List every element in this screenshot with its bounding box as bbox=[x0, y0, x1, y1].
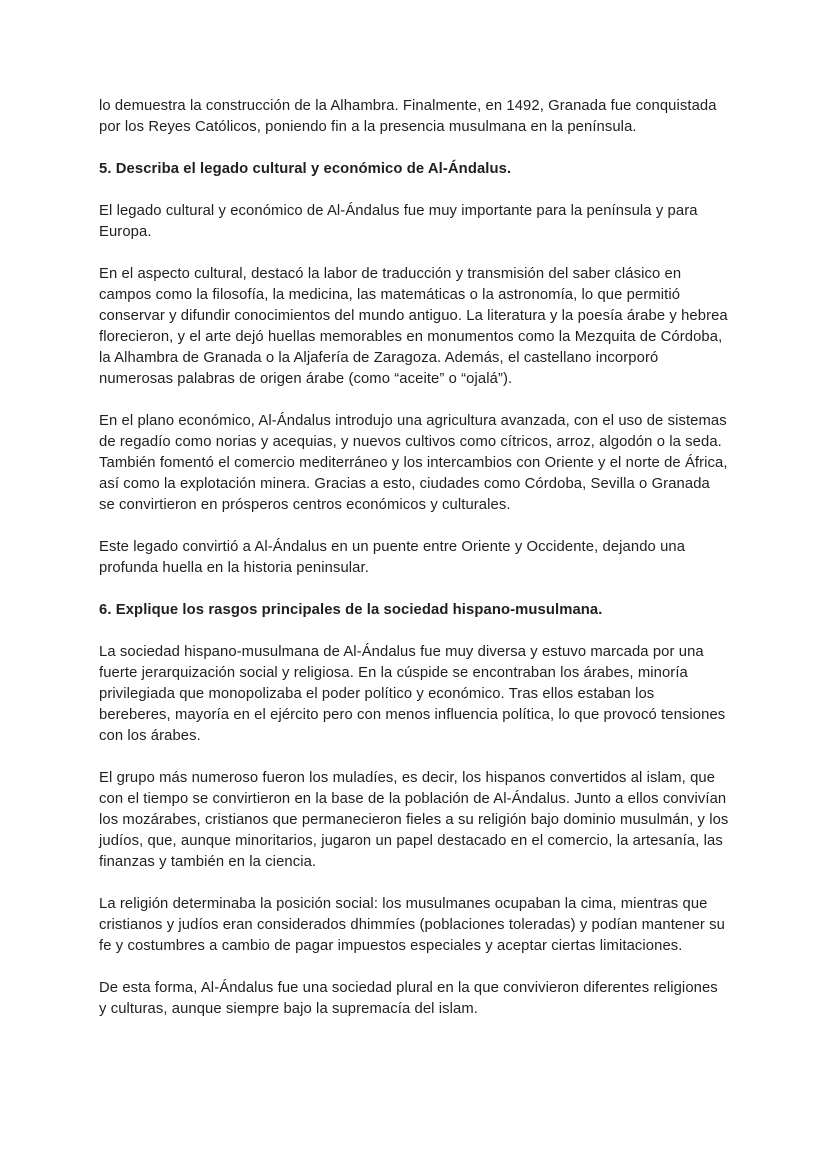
paragraph: En el plano económico, Al-Ándalus introdujo una agricultura avanzada, con el uso de sistemas de regadío como norias y acequias, y nuevos cultivos como cítricos, arroz, algodón o la seda. También fomentó el comercio mediterráneo y los intercambios con Oriente y el norte de África, así como la explotación minera. Gracias a esto, ciudades como Córdoba, Sevilla o Granada se convirtieron en prósperos centros económicos y culturales. bbox=[99, 413, 728, 513]
paragraph: En el aspecto cultural, destacó la labor de traducción y transmisión del saber clásico en campos como la filosofía, la medicina, las matemáticas o la astronomía, lo que permitió conservar y difundir conocimientos del mundo antiguo. La literatura y la poesía árabe y hebrea florecieron, y el arte dejó huellas memorables en monumentos como la Mezquita de Córdoba, la Alhambra de Granada o la Aljafería de Zaragoza. Además, el castellano incorporó numerosas palabras de origen árabe (como “aceite” o “ojalá”). bbox=[99, 266, 728, 387]
paragraph: Este legado convirtió a Al-Ándalus en un puente entre Oriente y Occidente, dejando una profunda huella en la historia peninsular. bbox=[99, 539, 686, 576]
section-heading-5: 5. Describa el legado cultural y económico de Al-Ándalus. bbox=[99, 161, 512, 177]
paragraph: La sociedad hispano-musulmana de Al-Ándalus fue muy diversa y estuvo marcada por una fuerte jerarquización social y religiosa. En la cúspide se encontraban los árabes, minoría privilegiada que monopolizaba el poder político y económico. Tras ellos estaban los bereberes, mayoría en el ejército pero con menos influencia política, lo que provocó tensiones con los árabes. bbox=[99, 644, 726, 744]
paragraph: El grupo más numeroso fueron los muladíes, es decir, los hispanos convertidos al islam, que con el tiempo se convirtieron en la base de la población de Al-Ándalus. Junto a ellos convivían los mozárabes, cristianos que permanecieron fieles a su religión bajo dominio musulmán, y los judíos, que, aunque minoritarios, jugaron un papel destacado en el comercio, la artesanía, las finanzas y también en la ciencia. bbox=[99, 770, 729, 870]
paragraph: El legado cultural y económico de Al-Ándalus fue muy importante para la península y para Europa. bbox=[99, 203, 698, 240]
paragraph-continuation: lo demuestra la construcción de la Alhambra. Finalmente, en 1492, Granada fue conquistada por los Reyes Católicos, poniendo fin a la presencia musulmana en la península. bbox=[99, 98, 717, 135]
paragraph: De esta forma, Al-Ándalus fue una sociedad plural en la que convivieron diferentes religiones y culturas, aunque siempre bajo la supremacía del islam. bbox=[99, 980, 718, 1017]
section-heading-6: 6. Explique los rasgos principales de la sociedad hispano-musulmana. bbox=[99, 602, 603, 618]
paragraph: La religión determinaba la posición social: los musulmanes ocupaban la cima, mientras que cristianos y judíos eran considerados dhimmíes (poblaciones toleradas) y podían mantener su fe y costumbres a cambio de pagar impuestos especiales y aceptar ciertas limitaciones. bbox=[99, 896, 725, 954]
